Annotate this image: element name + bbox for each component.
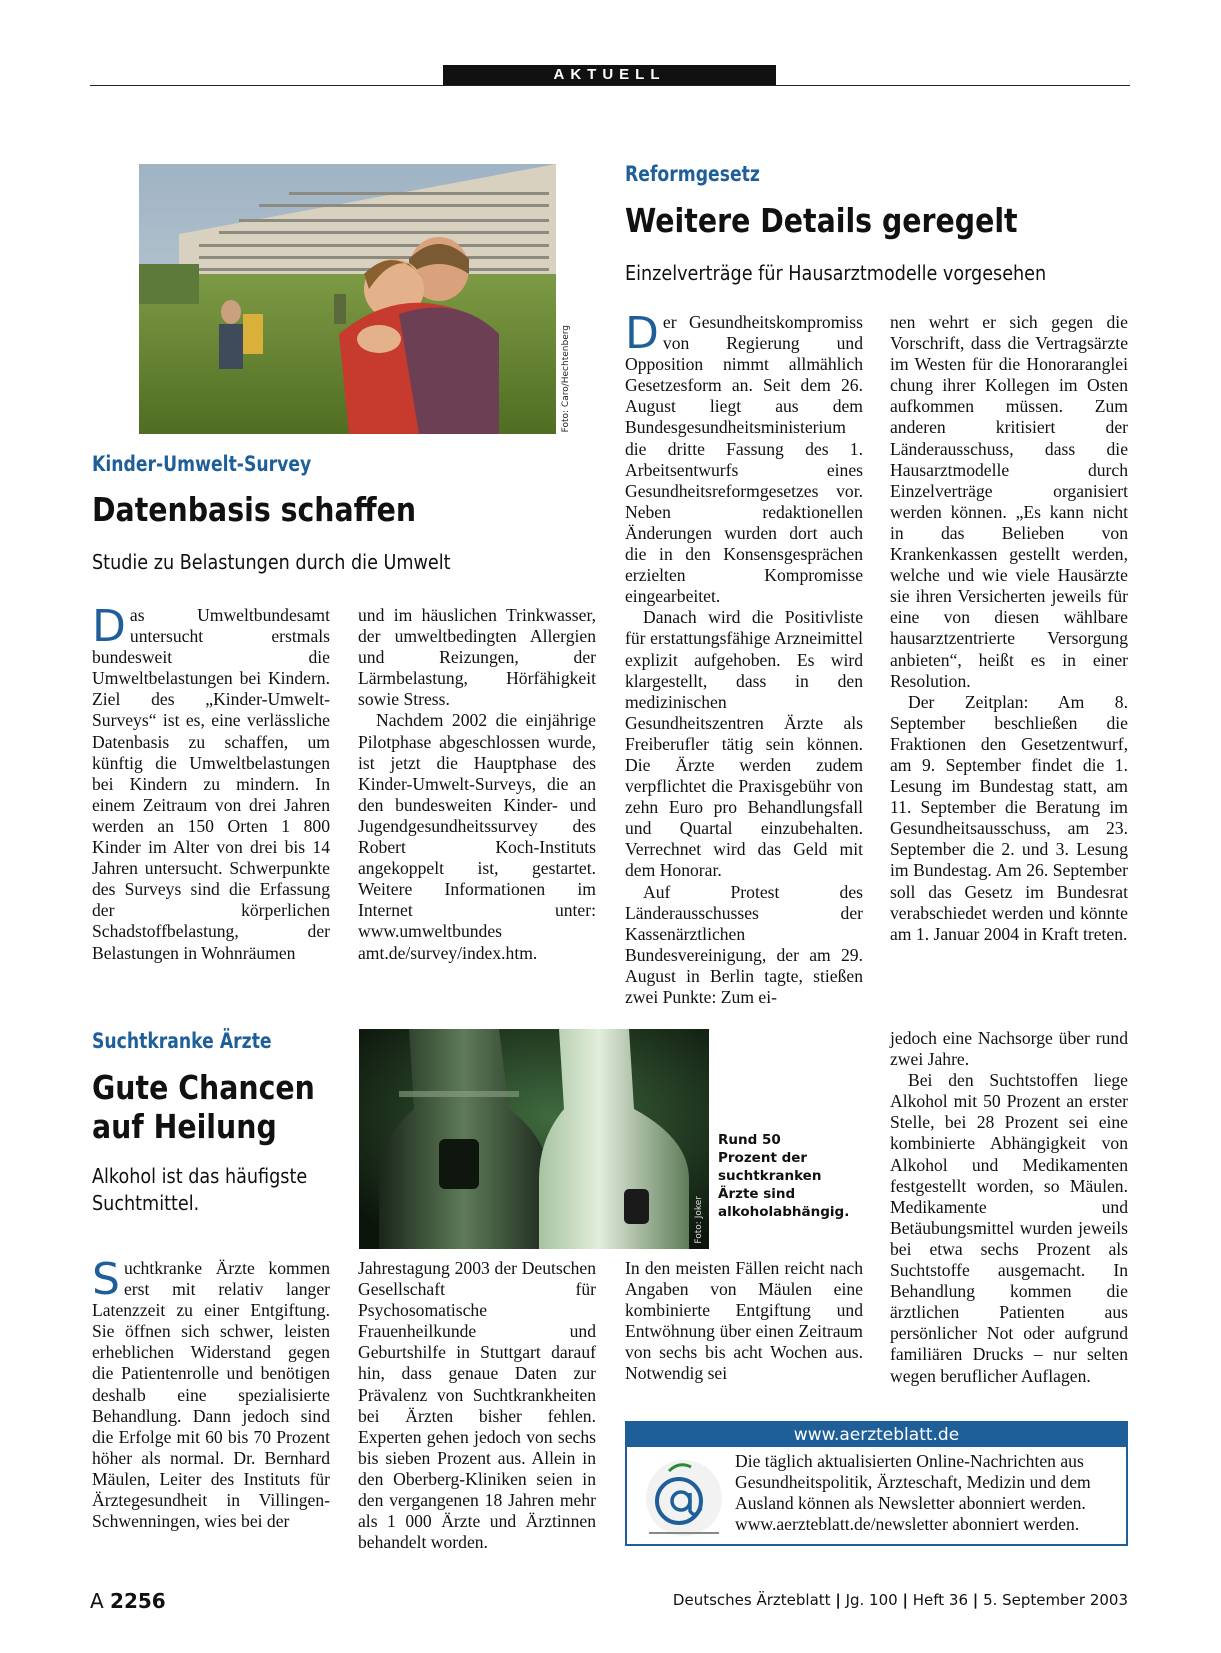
article3-subline <box>92 1163 307 1217</box>
article2-column-1 <box>625 308 863 1008</box>
page-number-value: 2256 <box>110 1589 166 1613</box>
article3-paragraph: In den meisten Fällen reicht nach Angaben von Mäulen eine kombinierte Entgiftung und Entwöhnung über einen Zeitraum von sechs bis acht Wochen aus. Notwendig sei <box>625 1258 863 1384</box>
page-prefix: A <box>90 1589 104 1613</box>
article2-headline: Weitere Details geregelt <box>625 201 1018 240</box>
article2-paragraph: Danach wird die Positivliste für erstattungsfähige Arzneimittel explizit aufgehoben. Es wird klargestellt, dass in den medizinischen Gesundheitszentren Ärzte als Freiberufler tätig sein können. Die Ärzte werden zudem verpflichtet die Praxisgebühr von zehn Euro pro Behandlungsfall und Quartal einzubehalten. Verrechnet wird das Geld mit dem Honorar. <box>625 607 863 881</box>
article3-text: uchtkranke Ärzte kommen erst mit relativ langer Latenzzeit zu einer Entgiftung. Sie öffnen sich schwer, leisten erheblichen Widerstand gegen die Patientenrolle und benötigen deshalb eine spezialisierte Behandlung. Dann jedoch sind die Erfolge mit 60 bis 70 Prozent höher als normal. Dr. Bernhard Mäulen, Leiter des Instituts für Ärztegesundheit in Villingen-Schwenningen, wies bei der <box>92 1258 330 1532</box>
section-label: AKTUELL <box>443 65 776 85</box>
article3-column-4 <box>890 1028 1128 1387</box>
journal-info: Deutsches Ärzteblatt | Jg. 100 | Heft 36 | 5. September 2003 <box>672 1591 1128 1609</box>
article3-column-2 <box>358 1258 596 1553</box>
article1-text: as Umweltbundesamt untersucht erstmals bundesweit die Umweltbelastungen bei Kindern. Ziel des „Kinder-Umwelt-Surveys“ ist es, eine verlässliche Datenbasis zu schaffen, um künftig die Umweltbelastungen bei Kindern zu mindern. In einem Zeitraum von drei Jahren werden an 150 Orten 1 800 Kinder im Alter von drei bis 14 Jahren untersucht. Schwerpunkte des Surveys sind die Erfassung der körperlichen Schadstoffbelastung, der Belastungen in Wohnräumen <box>92 605 330 963</box>
article1-paragraph: und im häuslichen Trinkwasser, der umweltbedingten Allergien und Reizungen, der Lärmbelastung, Hörfähigkeit sowie Stress. <box>358 605 596 710</box>
article1-column-2 <box>358 605 596 964</box>
journal-name: Deutsches Ärzteblatt <box>672 1591 831 1609</box>
subline-line: Alkohol ist das häufigste <box>92 1164 308 1188</box>
article2-paragraph: nen wehrt er sich gegen die Vorschrift, dass die Vertragsärzte im Westen für die Honoraranglei chung ihrer Kollegen im Osten aufkommen müssen. Zum anderen kritisiert der Länderausschuss, dass die Hausarztmodelle durch Einzelverträge organisiert werden können. „Es kann nicht in das Belieben von Krankenkassen gestellt werden, welche und wie viele Hausärzte sie ihren Versicherten jeweils für eine von diesen wählbare hausarztzentrierte Versorgung anbieten“, heißt es in einer Resolution. <box>890 312 1128 691</box>
journal-date: 5. September 2003 <box>983 1591 1128 1609</box>
article2-text: er Gesundheitskompromiss von Regierung und Opposition nimmt allmählich Gesetzesform an. Seit dem 26. August liegt aus dem Bundesgesundheitsministerium die dritte Fassung des 1. Arbeitsentwurfs eines Gesundheitsreformgesetzes vor. Neben redaktionellen Änderungen wurden dort auch die in den Konsensgesprächen erzielten Kompromisse eingearbeitet. <box>625 312 863 607</box>
article2-kicker: Reformgesetz <box>625 162 760 186</box>
headline-line: Gute Chancen <box>92 1068 315 1107</box>
article1-paragraph: Nachdem 2002 die einjährige Pilotphase abgeschlossen wurde, ist jetzt die Hauptphase des Kinder-Umwelt-Surveys, die an den bundesweiten Kinder- und Jugendgesundheitssurvey des Robert Koch-Instituts angekoppelt ist, gestartet. Weitere Informationen im Internet unter: www.umweltbundes amt.de/survey/index.htm. <box>358 710 596 963</box>
article3-paragraph: jedoch eine Nachsorge über rund zwei Jahre. <box>890 1028 1128 1070</box>
article1-headline: Datenbasis schaffen <box>92 490 417 529</box>
article2-subline: Einzelverträge für Hausarztmodelle vorgesehen <box>625 261 1047 285</box>
article2-paragraph: Der Zeitplan: Am 8. September beschließen die Fraktionen den Gesetzentwurf, am 9. September findet die 1. Lesung im Bundestag statt, am 11. September die Beratung im Gesundheitsausschuss, am 23. September die 2. und 3. Lesung im Bundestag. Am 26. September soll das Gesetz im Bundesrat verabschiedet werden und könnte am 1. Januar 2004 in Kraft treten. <box>890 691 1128 944</box>
header-rule <box>90 85 1130 86</box>
headline-line: auf Heilung <box>92 1107 277 1146</box>
article1-subline: Studie zu Belastungen durch die Umwelt <box>92 550 451 574</box>
photo-caption: Rund 50 Prozent der suchtkranken Ärzte sind alkoholabhängig. <box>718 1132 850 1220</box>
article2-column-2 <box>890 312 1128 945</box>
article1-kicker: Kinder-Umwelt-Survey <box>92 452 312 476</box>
article3-headline <box>92 1068 315 1146</box>
newsletter-box <box>625 1421 1128 1546</box>
page-number <box>90 1589 166 1613</box>
article3-kicker: Suchtkranke Ärzte <box>92 1029 272 1053</box>
bottles-photo <box>359 1029 709 1249</box>
article3-paragraph: Jahrestagung 2003 der Deutschen Gesellschaft für Psychosomatische Frauenheilkunde und Geburtshilfe in Stuttgart darauf hin, dass genaue Daten zur Prävalenz von Suchtkrankheiten bei Ärzten bisher fehlen. Experten gehen jedoch von sechs bis sieben Prozent aus. Allein in den Oberberg-Kliniken seien in den vergangenen 18 Jahren mehr als 1 000 Ärzte und Ärztinnen behandelt worden. <box>358 1258 596 1553</box>
photo-credit: Foto: Joker <box>694 1196 704 1244</box>
article1-column-1 <box>92 601 330 964</box>
children-photo <box>139 164 556 434</box>
drop-cap: D <box>625 308 659 359</box>
drop-cap: D <box>92 601 126 652</box>
article2-paragraph: Auf Protest des Länderausschusses der Kassenärztlichen Bundesvereinigung, der am 29. August in Berlin tagte, stießen zwei Punkte: Zum ei- <box>625 881 863 1007</box>
article3-column-3 <box>625 1258 863 1385</box>
article3-column-1 <box>92 1254 330 1532</box>
newsletter-text: Die täglich aktualisierten Online-Nachrichten aus Gesundheitspolitik, Ärzteschaft, Medizin und dem Ausland können als Newsletter abonniert werden. www.aerzteblatt.de/newsletter abonniert werden. <box>735 1451 1091 1534</box>
at-sign-icon <box>639 1453 729 1543</box>
article3-paragraph: Bei den Suchtstoffen liege Alkohol mit 50 Prozent an erster Stelle, bei 28 Prozent sei eine kombinierte Abhängigkeit von Alkohol und Medikamenten festgestellt worden, so Mäulen. Medikamente und Betäubungsmittel wurden jeweils bei etwa sechs Prozent als Suchtstoffe ausgemacht. In Behandlung kommen die ärztlichen Patienten aus persönlicher Not oder aufgrund familiären Drucks – nur selten wegen beruflicher Auflagen. <box>890 1070 1128 1386</box>
photo-credit: Foto: Caro/Hechtenberg <box>561 325 571 433</box>
journal-volume: Jg. 100 <box>845 1591 898 1609</box>
newsletter-link[interactable]: www.aerzteblatt.de <box>627 1423 1126 1447</box>
journal-issue: Heft 36 <box>912 1591 969 1609</box>
drop-cap: S <box>92 1254 120 1305</box>
subline-line: Suchtmittel. <box>92 1191 200 1215</box>
